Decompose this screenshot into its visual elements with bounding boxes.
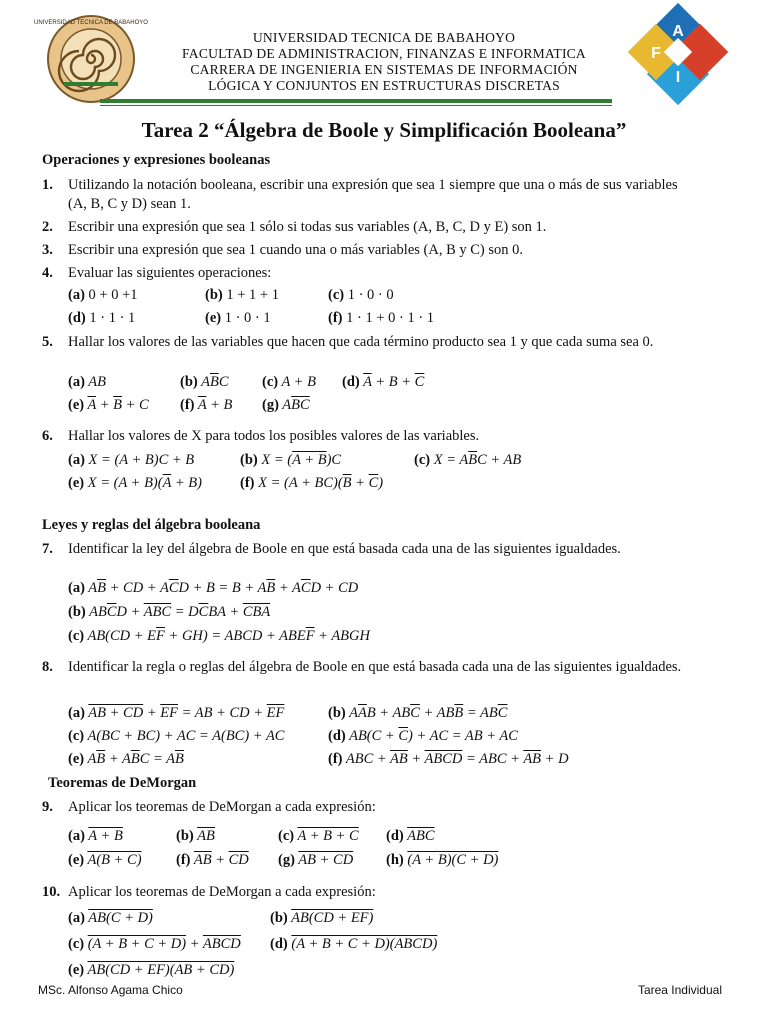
- header-line-university: UNIVERSIDAD TECNICA DE BABAHOYO: [252, 30, 516, 45]
- header-line-career: CARRERA DE INGENIERIA EN SISTEMAS DE INFORMACIÓN: [190, 62, 578, 77]
- question-text: Aplicar los teoremas de DeMorgan a cada expresión:: [68, 799, 376, 815]
- question-6: [42, 427, 682, 446]
- expr-6c: (c) $X = A\overline{B}C$ + AB: [414, 452, 522, 468]
- question-number: 7.: [42, 541, 53, 557]
- question-10: [42, 883, 682, 902]
- page-title: Tarea 2 “Álgebra de Boole y Simplificación Booleana”: [141, 118, 627, 142]
- expr-9g: (g) AB + CD: [278, 852, 354, 868]
- expr-5g: (g) $A\overline{BC}$: [262, 397, 310, 413]
- expr-9f: (f) $\overline{AB} + \overline{CD}$: [176, 852, 249, 868]
- question-text: Evaluar las siguientes operaciones:: [68, 265, 272, 281]
- section-demorgan: Teoremas de DeMorgan: [48, 775, 197, 791]
- op-4a: (a) 0 + 0 +1: [68, 287, 138, 303]
- question-4: [42, 264, 682, 283]
- expr-8e: (e) $A\overline{B} + A\overline{B}C = A\overline{B}$: [68, 751, 184, 767]
- footer-author: MSc. Alfonso Agama Chico: [38, 983, 183, 997]
- expr-10b: (b) AB(CD + EF): [270, 910, 374, 926]
- expr-7a: (a) $A\overline{B}$ + CD + $A\overline{C}D + B = B + A\overline{B} + A\overline{C}D$ + CD: [68, 580, 359, 596]
- expr-5d: (d) $\overline{A} + B + \overline{C}$: [342, 374, 425, 390]
- question-number: 10.: [42, 884, 61, 900]
- expr-5e: (e) $\overline{A} + \overline{B} + C$: [68, 397, 149, 413]
- expr-8b: (b) $A\overline{A}B + AB\overline{C} + AB\overline{B} = AB\overline{C}$: [328, 705, 508, 721]
- expr-9c: (c) A + B + C: [278, 828, 359, 844]
- logo-letter-f: F: [651, 45, 661, 62]
- expr-5f: (f) $\overline{A} + B$: [180, 397, 233, 413]
- question-1: [42, 176, 682, 214]
- question-number: 9.: [42, 799, 53, 815]
- op-4d: (d) 1 · 1 · 1: [68, 310, 136, 326]
- question-9: [42, 798, 682, 817]
- question-number: 8.: [42, 659, 53, 675]
- expr-9a: (a) A + B: [68, 828, 123, 844]
- question-number: 3.: [42, 242, 53, 258]
- header-line-course: LÓGICA Y CONJUNTOS EN ESTRUCTURAS DISCRETAS: [208, 78, 560, 93]
- header-rule-thick: [100, 99, 612, 103]
- question-number: 1.: [42, 177, 53, 193]
- header-rule-thin: [100, 105, 612, 106]
- logo-letter-a: A: [672, 23, 684, 40]
- question-text: Escribir una expresión que sea 1 sólo si todas sus variables (A, B, C, D y E) son 1.: [68, 219, 547, 235]
- expr-6b: (b) X = (A + B)C: [240, 452, 342, 468]
- footer-assignment-type: Tarea Individual: [637, 983, 722, 997]
- expr-9h: (h) (A + B)(C + D): [386, 852, 499, 868]
- expr-10e: (e) AB(CD + EF)(AB + CD): [68, 962, 235, 978]
- question-number: 5.: [42, 334, 53, 350]
- expr-8d: (d) $AB(C + \overline{C})$ + AC = AB + AC: [328, 728, 518, 744]
- question-7: [42, 540, 682, 559]
- expr-8c: (c) A(BC + BC) + AC = A(BC) + AC: [68, 728, 285, 744]
- expr-9e: (e) A(B + C): [68, 852, 142, 868]
- expr-5a: (a) AB: [68, 374, 106, 390]
- expr-5b: (b) $A\overline{B}C$: [180, 374, 229, 390]
- expr-5c: (c) A + B: [262, 374, 316, 390]
- expr-6a: (a) X = (A + B)C + B: [68, 452, 195, 468]
- question-5: [42, 333, 682, 352]
- document-header: [0, 30, 768, 94]
- question-text: Aplicar los teoremas de DeMorgan a cada expresión:: [68, 884, 376, 900]
- question-number: 4.: [42, 265, 53, 281]
- op-4b: (b) 1 + 1 + 1: [205, 287, 279, 303]
- question-text: Hallar los valores de X para todos los posibles valores de las variables.: [68, 428, 480, 444]
- expr-10d: (d) (A + B + C + D)(ABCD): [270, 936, 438, 952]
- question-2: [42, 218, 682, 237]
- expr-9d: (d) $\overline{ABC}$: [386, 828, 435, 844]
- question-text: Identificar la ley del álgebra de Boole en que está basada cada una de las siguientes igualdades.: [68, 541, 621, 557]
- expr-6e: (e) $X = (A + B)(\overline{A} + B)$: [68, 475, 202, 491]
- expr-8a: (a) AB + CD + $\overline{EF}$ = AB + CD + $\overline{EF}$: [68, 705, 285, 721]
- question-3: [42, 241, 682, 260]
- op-4f: (f) 1 · 1 + 0 · 1 · 1: [328, 310, 435, 326]
- question-text: Hallar los valores de las variables que hacen que cada término producto sea 1 y que cada suma sea 0.: [68, 334, 654, 350]
- logo-letter-i: I: [675, 69, 681, 86]
- op-4e: (e) 1 · 0 · 1: [205, 310, 271, 326]
- question-text: Utilizando la notación booleana, escribir una expresión que sea 1 siempre que una o más de sus variables (A, B, C y D) sean 1.: [68, 177, 678, 212]
- expr-9b: (b) AB: [176, 828, 215, 844]
- question-number: 2.: [42, 219, 53, 235]
- expr-7b: (b) $AB\overline{C}D + \overline{ABC} = D\overline{C}BA + \overline{CBA}$: [68, 604, 271, 620]
- expr-8f: (f) ABC + $\overline{AB}$ + ABCD = ABC + $\overline{AB} + D$: [328, 751, 569, 767]
- header-line-faculty: FACULTAD DE ADMINISTRACION, FINANZAS E INFORMATICA: [182, 46, 586, 61]
- question-number: 6.: [42, 428, 53, 444]
- expr-10a: (a) AB(C + D): [68, 910, 153, 926]
- op-4c: (c) 1 · 0 · 0: [328, 287, 394, 303]
- seal-text: UNIVERSIDAD TECNICA DE BABAHOYO: [34, 20, 148, 26]
- question-text: Identificar la regla o reglas del álgebra de Boole en que está basada cada una de las siguientes igualdades.: [68, 659, 682, 675]
- expr-6f: (f) $X = (A + BC)(\overline{B} + \overline{C})$: [240, 475, 384, 491]
- expr-10c: (c) (A + B + C + D) + ABCD: [68, 936, 241, 952]
- question-text: Escribir una expresión que sea 1 cuando una o más variables (A, B y C) son 0.: [68, 242, 524, 258]
- section-operations: Operaciones y expresiones booleanas: [42, 152, 271, 168]
- expr-7c: (c) $AB(CD + E\overline{F} + GH)$ = ABCD + $ABE\overline{F}$ + ABGH: [68, 628, 370, 644]
- section-laws: Leyes y reglas del álgebra booleana: [42, 517, 261, 533]
- question-8: [42, 658, 682, 677]
